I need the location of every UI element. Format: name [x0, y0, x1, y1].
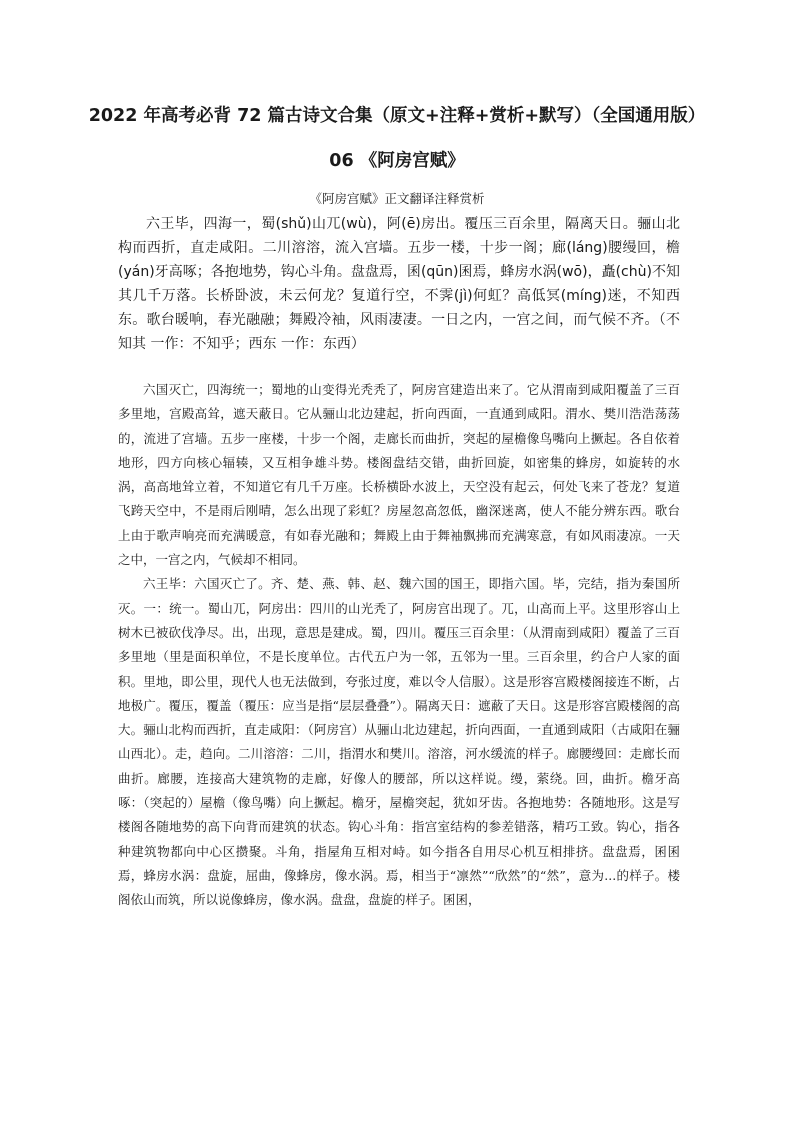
- original-text-block: [118, 212, 680, 356]
- translation-block: [118, 378, 680, 913]
- annotation-paragraph: 六王毕：六国灭亡了。齐、楚、燕、韩、赵、魏六国的国王，即指六国。毕，完结，指为秦国所灭。一：统一。蜀山兀，阿房出：四川的山光秃了，阿房宫出现了。兀，山高而上平。这里形容山上树木已被砍伐净尽。出，出现，意思是建成。蜀，四川。覆压三百余里：（从渭南到咸阳）覆盖了三百多里地（里是面积单位，不是长度单位。古代五户为一邻，五邻为一里。三百余里，约合户人家的面积。里地，即公里，现代人也无法做到，夸张过度，难以令人信服）。这是形容宫殿楼阁接连不断，占地极广。覆压，覆盖（覆压：应当是指“层层叠叠”）。隔离天日：遮蔽了天日。这是形容宫殿楼阁的高大。骊山北构而西折，直走咸阳：（阿房宫）从骊山北边建起，折向西面，一直通到咸阳（古咸阳在骊山西北）。走，趋向。二川溶溶：二川，指渭水和樊川。溶溶，河水缓流的样子。廊腰缦回：走廊长而曲折。廊腰，连接高大建筑物的走廊，好像人的腰部，所以这样说。缦，萦绕。回，曲折。檐牙高啄：（突起的）屋檐（像鸟嘴）向上撅起。檐牙，屋檐突起，犹如牙齿。各抱地势：各随地形。这是写楼阁各随地势的高下向背而建筑的状态。钩心斗角：指宫室结构的参差错落，精巧工致。钩心，指各种建筑物都向中心区攒聚。斗角，指屋角互相对峙。如今指各自用尽心机互相排挤。盘盘焉，囷囷焉，蜂房水涡：盘旋，屈曲，像蜂房，像水涡。焉，相当于“凛然”“欣然”的“然”，意为...的样子。楼阁依山而筑，所以说像蜂房，像水涡。盘盘，盘旋的样子。囷囷，: [118, 576, 680, 908]
- document-subtitle: 06 《阿房宫赋》: [329, 151, 465, 171]
- original-text-paragraph: 六王毕，四海一，蜀(shǔ)山兀(wù)，阿(ē)房出。覆压三百余里，隔离天日。骊山北构而西折，直走咸阳。二川溶溶，流入宫墙。五步一楼，十步一阁；廊(láng)腰缦回，檐(yán)牙高啄；各抱地势，钩心斗角。盘盘焉，囷(qūn)囷焉，蜂房水涡(wō)，矗(chù)不知其几千万落。长桥卧波，未云何龙？复道行空，不霁(jì)何虹？高低冥(míng)迷，不知西东。歌台暖响，春光融融；舞殿冷袖，风雨凄凄。一日之内，一宫之间，而气候不齐。（不知其 一作：不知乎；西东 一作：东西）: [118, 216, 680, 352]
- document-title: 2022 年高考必背 72 篇古诗文合集（原文+注释+赏析+默写）（全国通用版）: [88, 106, 706, 126]
- translation-paragraph: 六国灭亡，四海统一；蜀地的山变得光秃秃了，阿房宫建造出来了。它从渭南到咸阳覆盖了三百多里地，宫殿高耸，遮天蔽日。它从骊山北边建起，折向西面，一直通到咸阳。渭水、樊川浩浩荡荡的，流进了宫墙。五步一座楼，十步一个阁，走廊长而曲折，突起的屋檐像鸟嘴向上撅起。各自依着地形，四方向核心辐辏，又互相争雄斗势。楼阁盘结交错，曲折回旋，如密集的蜂房，如旋转的水涡，高高地耸立着，不知道它有几千万座。长桥横卧水波上，天空没有起云，何处飞来了苍龙？复道飞跨天空中，不是雨后刚晴，怎么出现了彩虹？房屋忽高忽低，幽深迷离，使人不能分辨东西。歌台上由于歌声响亮而充满暖意，有如春光融和；舞殿上由于舞袖飘拂而充满寒意，有如风雨凄凉。一天之中，一宫之内，气候却不相同。: [118, 382, 680, 568]
- section-heading: 《阿房宫赋》正文翻译注释赏析: [309, 191, 485, 206]
